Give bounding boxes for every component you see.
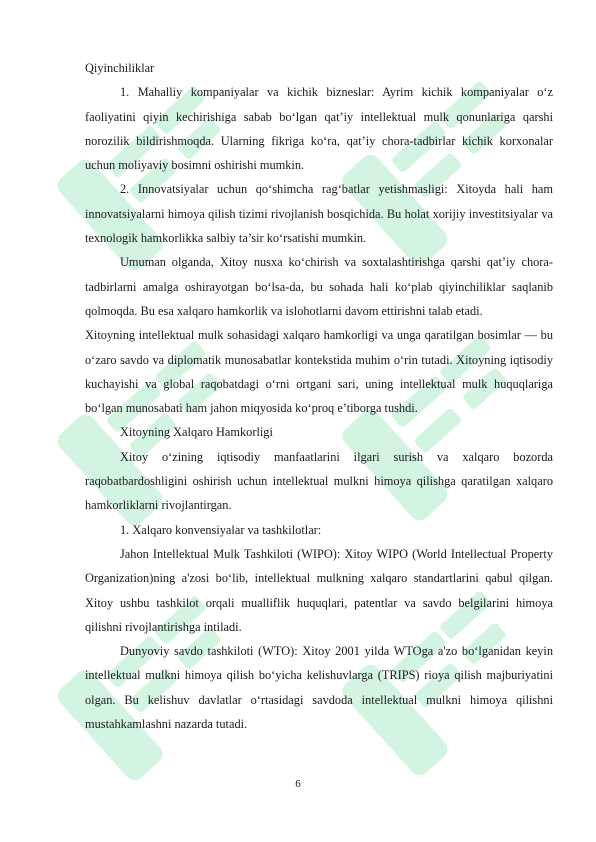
page-number: 6	[295, 778, 301, 790]
document-body	[85, 56, 553, 736]
paragraph-challenge-2: 2. Innovatsiyalar uchun qo‘shimcha rag‘batlar yetishmasligi: Xitoyda hali ham innovatsiyalarni himoya qilish tizimi rivojlanish bosqichida. Bu holat xorijiy investitsiyalar va texnologik hamkorlikka salbiy ta’sir ko‘rsatishi mumkin.	[85, 182, 553, 246]
paragraph-intro-cooperation: Xitoyning intellektual mulk sohasidagi xalqaro hamkorligi va unga qaratilgan bosimlar — bu o‘zaro savdo va diplomatik munosabatlar kontekstida muhim o‘rin tutadi. Xitoyning iqtisodiy kuchayishi va global raqobatdagi o‘rni ortgani sari, uning intellektual mulk huquqlariga bo‘lgan munosabati ham jahon miqyosida ko‘proq e’tiborga tushdi.	[85, 328, 553, 416]
paragraph-cooperation-body: Xitoy o‘zining iqtisodiy manfaatlarini ilgari surish va xalqaro bozorda raqobatbardoshligini oshirish uchun intellektual mulkni himoya qilishga qaratilgan xalqaro hamkorliklarni rivojlantirgan.	[85, 449, 553, 513]
paragraph-wto: Dunyoviy savdo tashkiloti (WTO): Xitoy 2001 yilda WTOga a'zo bo‘lganidan keyin intellektual mulkni himoya qilish bo‘yicha kelishuvlarga (TRIPS) rioya qilish majburiyatini olgan. Bu kelishuv davlatlar o‘rtasidagi savdoda intellektual mulkni himoya qilishni mustahkamlashni nazarda tutadi.	[85, 644, 553, 732]
section-heading-challenges: Qiyinchiliklar	[85, 61, 155, 75]
section-heading-cooperation: Xitoyning Xalqaro Hamkorligi	[120, 425, 273, 440]
list-heading-conventions: 1. Xalqaro konvensiyalar va tashkilotlar:	[120, 522, 322, 537]
paragraph-challenge-1: 1. Mahalliy kompaniyalar va kichik bizneslar: Ayrim kichik kompaniyalar o‘z faoliyatini qiyin kechirishiga sabab bo‘lgan qat’iy intellektual mulk qonunlariga qarshi norozilik bildirishmoqda. Ularning fikriga ko‘ra, qat’iy chora-tadbirlar kichik korxonalar uchun moliyaviy bosimni oshirishi mumkin.	[85, 85, 553, 173]
paragraph-wipo: Jahon Intellektual Mulk Tashkiloti (WIPO): Xitoy WIPO (World Intellectual Property Organization)ning a'zosi bo‘lib, intellektual mulkning xalqaro standartlarini qabul qilgan. Xitoy ushbu tashkilot orqali mualliflik huquqlari, patentlar va savdo belgilarini himoya qilishni rivojlantirishga intiladi.	[85, 546, 553, 634]
paragraph-summary: Umuman olganda, Xitoy nusxa ko‘chirish va soxtalashtirishga qarshi qat’iy chora-tadbirlarni amalga oshirayotgan bo‘lsa-da, bu sohada hali ko‘plab qiyinchiliklar saqlanib qolmoqda. Bu esa xalqaro hamkorlik va islohotlarni davom ettirishni talab etadi.	[85, 255, 553, 318]
